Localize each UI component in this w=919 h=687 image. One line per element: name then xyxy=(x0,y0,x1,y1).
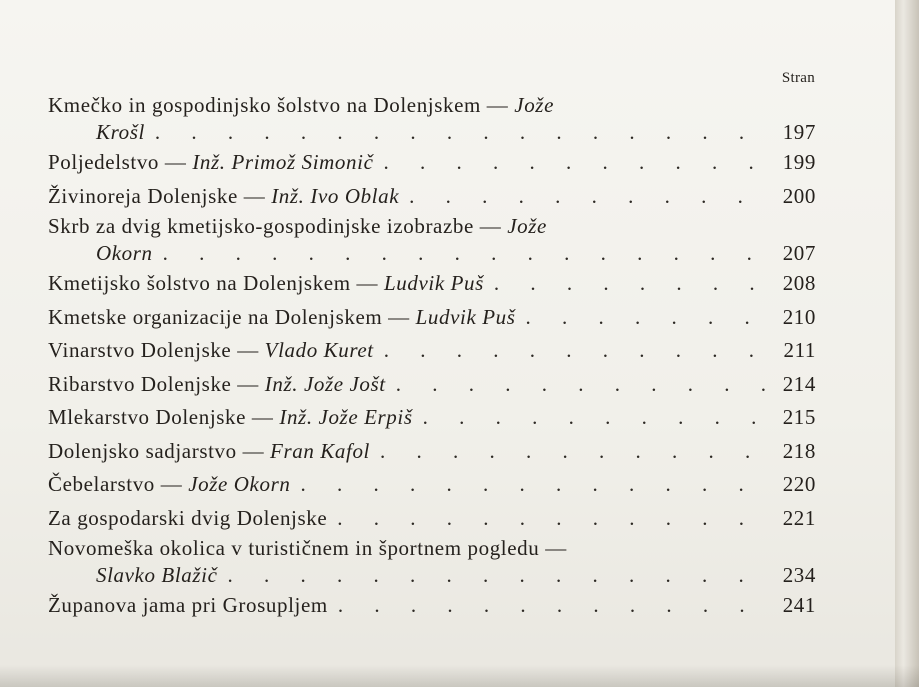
entry-author: Ludvik Puš xyxy=(383,271,484,295)
dot-leader xyxy=(396,368,768,402)
toc-entry xyxy=(48,368,816,402)
dot-leader xyxy=(380,435,768,469)
toc-entry xyxy=(48,435,816,469)
dot-leader xyxy=(384,146,769,180)
toc-entry xyxy=(48,267,816,301)
entry-author: Inž. Ivo Oblak xyxy=(271,183,400,208)
entry-page-number: 241 xyxy=(782,593,816,617)
dot-leader xyxy=(423,401,768,435)
entry-title: Kmetijsko šolstvo na Dolenjskem — xyxy=(48,271,379,295)
dot-leader xyxy=(384,334,768,368)
entry-author: Inž. Primož Simonič xyxy=(192,150,374,174)
entry-author: Okorn xyxy=(96,241,153,265)
entry-page-number: 211 xyxy=(783,338,816,362)
entry-page-number: 200 xyxy=(782,183,816,208)
toc-entry xyxy=(48,180,816,214)
entry-title: Mlekarstvo Dolenjske — xyxy=(48,405,274,429)
page-edge xyxy=(895,0,919,687)
dot-leader xyxy=(155,118,768,146)
entry-title: Čebelarstvo — xyxy=(48,472,183,496)
toc-entry xyxy=(48,92,816,146)
entry-title: Novomeška okolica v turističnem in športnem pogledu — xyxy=(48,536,567,560)
dot-leader xyxy=(337,502,768,536)
entry-title: Kmečko in gospodinjsko šolstvo na Dolenjskem — xyxy=(48,93,509,117)
toc-entry xyxy=(48,146,816,180)
toc-entry xyxy=(48,213,816,267)
entry-page-number: 218 xyxy=(782,438,816,463)
entry-author: Ludvik Puš xyxy=(415,304,516,329)
entry-title: Živinoreja Dolenjske — xyxy=(48,183,266,208)
entry-page-number: 215 xyxy=(782,405,816,429)
table-of-contents xyxy=(48,92,816,623)
entry-title: Ribarstvo Dolenjske — xyxy=(48,371,259,396)
entry-author: Fran Kafol xyxy=(270,438,370,463)
dot-leader xyxy=(526,301,768,335)
dot-leader xyxy=(300,468,768,502)
entry-title: Dolenjsko sadjarstvo — xyxy=(48,438,265,463)
dot-leader xyxy=(163,239,768,267)
dot-leader xyxy=(494,267,768,301)
entry-author: Inž. Jože Jošt xyxy=(264,371,386,396)
entry-title: Kmetske organizacije na Dolenjskem — xyxy=(48,304,410,329)
toc-entry xyxy=(48,502,816,536)
entry-author: Jože xyxy=(507,214,547,238)
entry-page-number: 234 xyxy=(782,563,816,587)
entry-title: Skrb za dvig kmetijsko-gospodinjske izobrazbe — xyxy=(48,214,502,238)
entry-author: Inž. Jože Erpiš xyxy=(279,405,413,429)
entry-author: Slavko Blažič xyxy=(96,563,218,587)
entry-page-number: 197 xyxy=(782,120,816,144)
entry-page-number: 214 xyxy=(782,371,816,396)
page-shadow xyxy=(0,665,919,687)
toc-entry xyxy=(48,589,816,623)
entry-author: Krošl xyxy=(96,120,145,144)
entry-author: Jože Okorn xyxy=(188,472,291,496)
toc-entry xyxy=(48,535,816,589)
toc-entry xyxy=(48,468,816,502)
entry-title: Vinarstvo Dolenjske — xyxy=(48,338,259,362)
toc-entry xyxy=(48,401,816,435)
dot-leader xyxy=(409,180,768,214)
page-column-header: Stran xyxy=(781,70,815,86)
toc-entry xyxy=(48,334,816,368)
entry-page-number: 220 xyxy=(782,472,816,496)
entry-page-number: 207 xyxy=(782,241,816,265)
entry-author: Vlado Kuret xyxy=(264,338,374,362)
entry-page-number: 210 xyxy=(782,304,816,329)
dot-leader xyxy=(338,589,768,623)
entry-page-number: 221 xyxy=(782,505,816,530)
entry-page-number: 208 xyxy=(782,271,816,295)
toc-entry xyxy=(48,301,816,335)
entry-title: Županova jama pri Grosupljem xyxy=(48,593,328,617)
dot-leader xyxy=(228,561,768,589)
entry-author: Jože xyxy=(514,93,554,117)
entry-page-number: 199 xyxy=(782,150,816,174)
entry-title: Za gospodarski dvig Dolenjske xyxy=(48,505,328,530)
entry-title: Poljedelstvo — xyxy=(48,150,187,174)
